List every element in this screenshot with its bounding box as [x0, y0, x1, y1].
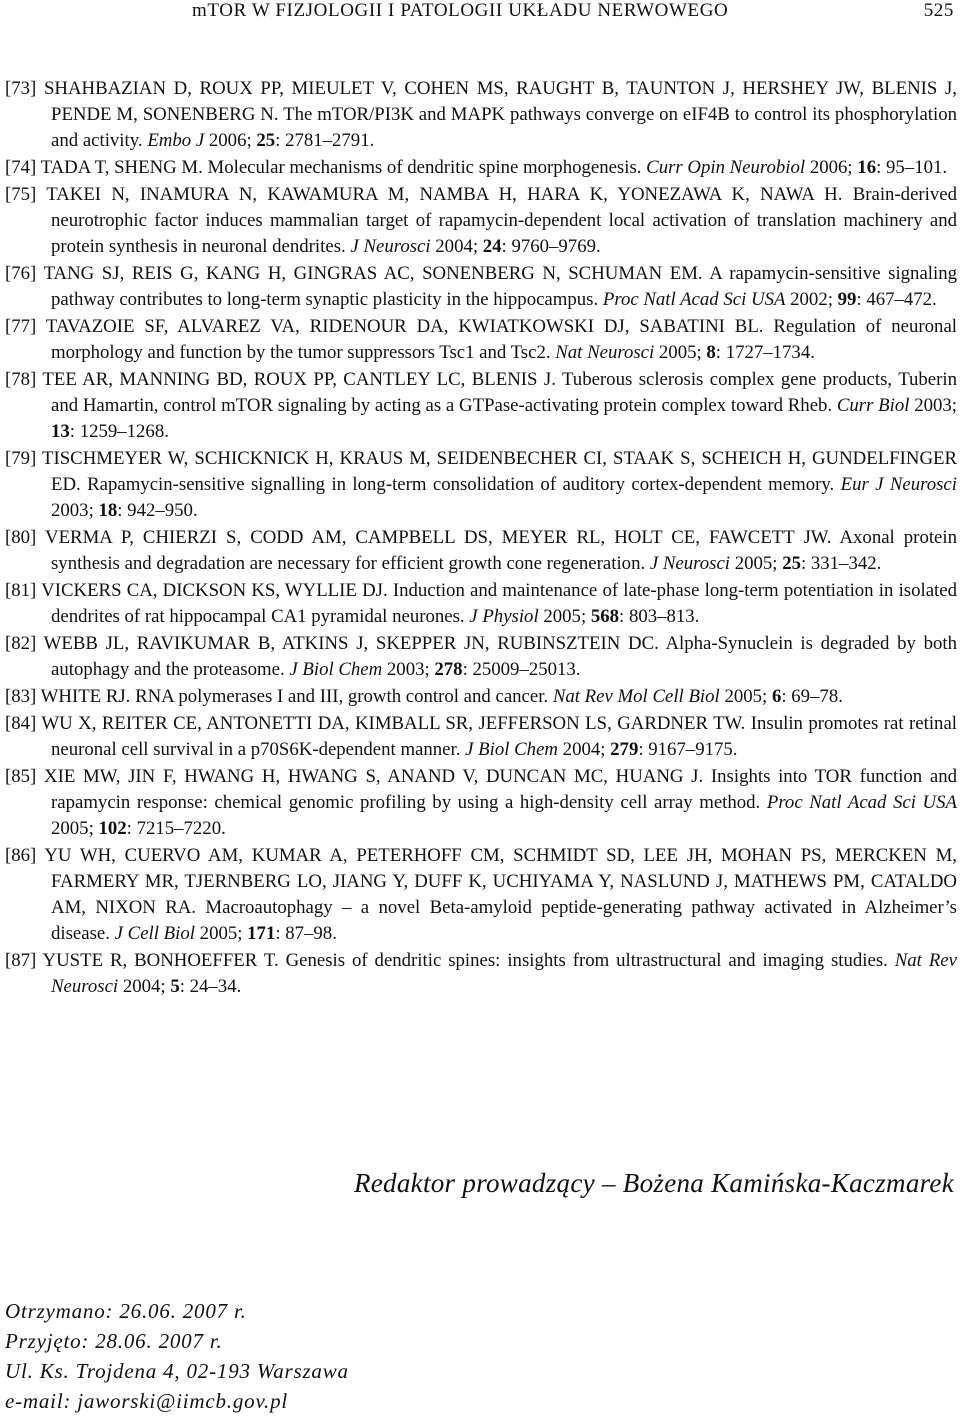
accepted-date: Przyjęto: 28.06. 2007 r.: [5, 1329, 223, 1353]
reference-number: [86]: [5, 845, 37, 866]
reference-number: [74]: [5, 157, 37, 178]
reference-pages: : 7215–7220.: [126, 818, 226, 839]
reference-number: [75]: [5, 184, 37, 205]
reference-journal: Curr Opin Neurobiol: [646, 157, 806, 178]
address: Ul. Ks. Trojdena 4, 02-193 Warszawa: [5, 1359, 349, 1383]
reference-volume: 568: [590, 606, 620, 627]
reference-list: [5, 76, 957, 1001]
reference-authors: TANG SJ, REIS G, KANG H, GINGRAS AC, SONENBERG N, SCHUMAN EM.: [43, 263, 703, 284]
reference-authors: TAKEI N, INAMURA N, KAWAMURA M, NAMBA H, HARA K, YONEZAWA K, NAWA H.: [46, 184, 843, 205]
reference-item: [5, 367, 957, 445]
reference-pages: : 1259–1268.: [69, 421, 169, 442]
reference-pages: : 1727–1734.: [715, 342, 815, 363]
reference-journal: J Physiol: [469, 606, 539, 627]
received-date: Otrzymano: 26.06. 2007 r.: [5, 1299, 247, 1323]
reference-authors: YU WH, CUERVO AM, KUMAR A, PETERHOFF CM, SCHMIDT SD, LEE JH, MOHAN PS, MERCKEN M, FARMERY MR, TJERNBERG LO, JIANG Y, DUFF K, UCHIYAMA Y, NASLUND J, MATHEWS PM, CATALDO AM, NIXON RA.: [44, 845, 957, 918]
reference-number: [79]: [5, 448, 37, 469]
running-header: [0, 0, 960, 26]
reference-year: 2004;: [562, 739, 606, 760]
reference-title: Tuberous sclerosis complex gene products, Tuberin and Hamartin, control mTOR signaling by acting as a GTPase-activating protein complex toward Rheb.: [51, 369, 957, 416]
reference-authors: WEBB JL, RAVIKUMAR B, ATKINS J, SKEPPER JN, RUBINSZTEIN DC.: [43, 633, 659, 654]
reference-number: [73]: [5, 78, 37, 99]
reference-item: [5, 948, 957, 1000]
reference-title: Induction and maintenance of late-phase long-term potentiation in isolated dendrites of rat hippocampal CA1 pyramidal neurones.: [51, 580, 957, 627]
reference-year: 2003;: [386, 659, 430, 680]
reference-journal: Nat Rev Neurosci: [51, 950, 957, 997]
reference-pages: : 24–34.: [179, 976, 242, 997]
reference-number: [87]: [5, 950, 37, 971]
reference-authors: VERMA P, CHIERZI S, CODD AM, CAMPBELL DS, MEYER RL, HOLT CE, FAWCETT JW.: [45, 527, 832, 548]
editor-note: Redaktor prowadzący – Bożena Kamińska-Kaczmarek: [353, 1168, 954, 1198]
reference-authors: VICKERS CA, DICKSON KS, WYLLIE DJ.: [41, 580, 388, 601]
reference-number: [80]: [5, 527, 37, 548]
reference-item: [5, 711, 957, 763]
reference-volume: 171: [247, 923, 276, 944]
reference-authors: YUSTE R, BONHOEFFER T.: [42, 950, 279, 971]
reference-journal: J Biol Chem: [289, 659, 383, 680]
reference-pages: : 942–950.: [117, 500, 198, 521]
reference-number: [78]: [5, 369, 37, 390]
reference-pages: : 95–101.: [876, 157, 948, 178]
reference-authors: WHITE RJ.: [40, 686, 131, 707]
reference-pages: : 87–98.: [275, 923, 337, 944]
reference-journal: Proc Natl Acad Sci USA: [766, 792, 957, 813]
reference-title: Axonal protein synthesis and degradation are necessary for efficient growth cone regeneration.: [51, 527, 957, 574]
reference-number: [76]: [5, 263, 37, 284]
reference-volume: 13: [51, 421, 70, 442]
reference-year: 2003;: [914, 395, 957, 416]
reference-year: 2002;: [790, 289, 833, 310]
reference-year: 2003;: [51, 500, 94, 521]
reference-volume: 24: [482, 236, 502, 257]
reference-journal: J Biol Chem: [465, 739, 558, 760]
reference-title: Brain-derived neurotrophic factor induces mammalian target of rapamycin-dependent local activation of translation machinery and protein synthesis in neuronal dendrites.: [51, 184, 957, 257]
reference-title: Genesis of dendritic spines: insights from ultrastructural and imaging studies.: [285, 950, 888, 971]
reference-year: 2005;: [543, 606, 587, 627]
reference-journal: Embo J: [147, 130, 205, 151]
reference-volume: 8: [706, 342, 716, 363]
reference-volume: 279: [610, 739, 639, 760]
reference-item: [5, 261, 957, 313]
reference-item: [5, 155, 957, 181]
running-title: mTOR W FIZJOLOGII I PATOLOGII UKŁADU NERWOWEGO: [192, 0, 729, 21]
reference-authors: TAVAZOIE SF, ALVAREZ VA, RIDENOUR DA, KWIATKOWSKI DJ, SABATINI BL.: [45, 316, 764, 337]
reference-pages: : 69–78.: [781, 686, 843, 707]
reference-number: [83]: [5, 686, 37, 707]
reference-volume: 5: [170, 976, 180, 997]
reference-item: [5, 76, 957, 154]
reference-item: [5, 578, 957, 630]
reference-pages: : 9760–9769.: [501, 236, 601, 257]
reference-item: [5, 684, 957, 710]
reference-year: 2004;: [122, 976, 166, 997]
reference-volume: 102: [98, 818, 127, 839]
reference-authors: SHAHBAZIAN D, ROUX PP, MIEULET V, COHEN MS, RAUGHT B, TAUNTON J, HERSHEY JW, BLENIS J, PENDE M, SONENBERG N.: [43, 78, 957, 125]
reference-year: 2005;: [51, 818, 94, 839]
reference-number: [82]: [5, 633, 37, 654]
reference-item: [5, 182, 957, 260]
reference-item: [5, 631, 957, 683]
reference-title: A rapamycin-sensitive signaling pathway contributes to long-term synaptic plasticity in the hippocampus.: [51, 263, 957, 310]
reference-number: [85]: [5, 766, 37, 787]
reference-item: [5, 446, 957, 524]
reference-journal: J Neurosci: [350, 236, 431, 257]
reference-year: 2006;: [809, 157, 853, 178]
reference-pages: : 331–342.: [800, 553, 882, 574]
reference-volume: 25: [256, 130, 276, 151]
reference-number: [81]: [5, 580, 37, 601]
reference-year: 2005;: [658, 342, 702, 363]
reference-journal: Proc Natl Acad Sci USA: [602, 289, 786, 310]
reference-journal: Eur J Neurosci: [840, 474, 957, 495]
reference-journal: Nat Neurosci: [555, 342, 655, 363]
reference-title: RNA polymerases I and III, growth control and cancer.: [135, 686, 549, 707]
reference-item: [5, 843, 957, 947]
reference-title: Insights into TOR function and rapamycin response: chemical genomic profiling by using a high-density cell array method.: [51, 766, 958, 813]
reference-pages: : 9167–9175.: [638, 739, 738, 760]
submission-footer: [5, 1296, 349, 1416]
reference-item: [5, 764, 957, 842]
reference-year: 2004;: [435, 236, 479, 257]
reference-authors: TEE AR, MANNING BD, ROUX PP, CANTLEY LC, BLENIS J.: [42, 369, 556, 390]
reference-authors: XIE MW, JIN F, HWANG H, HWANG S, ANAND V, DUNCAN MC, HUANG J.: [44, 766, 704, 787]
reference-volume: 16: [857, 157, 877, 178]
reference-pages: : 803–813.: [619, 606, 700, 627]
reference-pages: : 2781–2791.: [275, 130, 375, 151]
reference-title: Insulin promotes rat retinal neuronal cell survival in a p70S6K-dependent manner.: [51, 713, 957, 760]
reference-pages: : 467–472.: [856, 289, 937, 310]
reference-title: Macroautophagy – a novel Beta-amyloid peptide-generating pathway activated in Alzheimer’s disease.: [51, 897, 957, 944]
reference-journal: Nat Rev Mol Cell Biol: [552, 686, 720, 707]
reference-item: [5, 525, 957, 577]
reference-year: 2005;: [734, 553, 778, 574]
reference-number: [84]: [5, 713, 37, 734]
reference-title: Alpha-Synuclein is degraded by both autophagy and the proteasome.: [51, 633, 957, 680]
reference-pages: : 25009–25013.: [462, 659, 581, 680]
reference-volume: 99: [837, 289, 857, 310]
reference-journal: Curr Biol: [836, 395, 910, 416]
reference-volume: 6: [771, 686, 782, 707]
reference-authors: TISCHMEYER W, SCHICKNICK H, KRAUS M, SEIDENBECHER CI, STAAK S, SCHEICH H, GUNDELFINGER ED.: [42, 448, 958, 495]
reference-number: [77]: [5, 316, 37, 337]
reference-journal: J Neurosci: [649, 553, 731, 574]
page-number: 525: [923, 0, 954, 21]
reference-authors: WU X, REITER CE, ANTONETTI DA, KIMBALL SR, JEFFERSON LS, GARDNER TW.: [41, 713, 746, 734]
reference-authors: TADA T, SHENG M.: [40, 157, 203, 178]
reference-year: 2006;: [208, 130, 252, 151]
reference-volume: 25: [782, 553, 801, 574]
reference-volume: 278: [434, 659, 463, 680]
reference-title: The mTOR/PI3K and MAPK pathways converge on eIF4B to control its phosphorylation and activity.: [51, 104, 958, 151]
reference-title: Regulation of neuronal morphology and function by the tumor suppressors Tsc1 and Tsc2.: [51, 316, 958, 363]
reference-year: 2005;: [199, 923, 243, 944]
reference-title: Rapamycin-sensitive signalling in long-term consolidation of auditory cortex-dependent memory.: [87, 474, 835, 495]
email: e-mail: jaworski@iimcb.gov.pl: [5, 1389, 289, 1413]
reference-volume: 18: [98, 500, 118, 521]
reference-title: Molecular mechanisms of dendritic spine morphogenesis.: [207, 157, 642, 178]
reference-journal: J Cell Biol: [114, 923, 195, 944]
reference-year: 2005;: [724, 686, 768, 707]
reference-item: [5, 314, 957, 366]
